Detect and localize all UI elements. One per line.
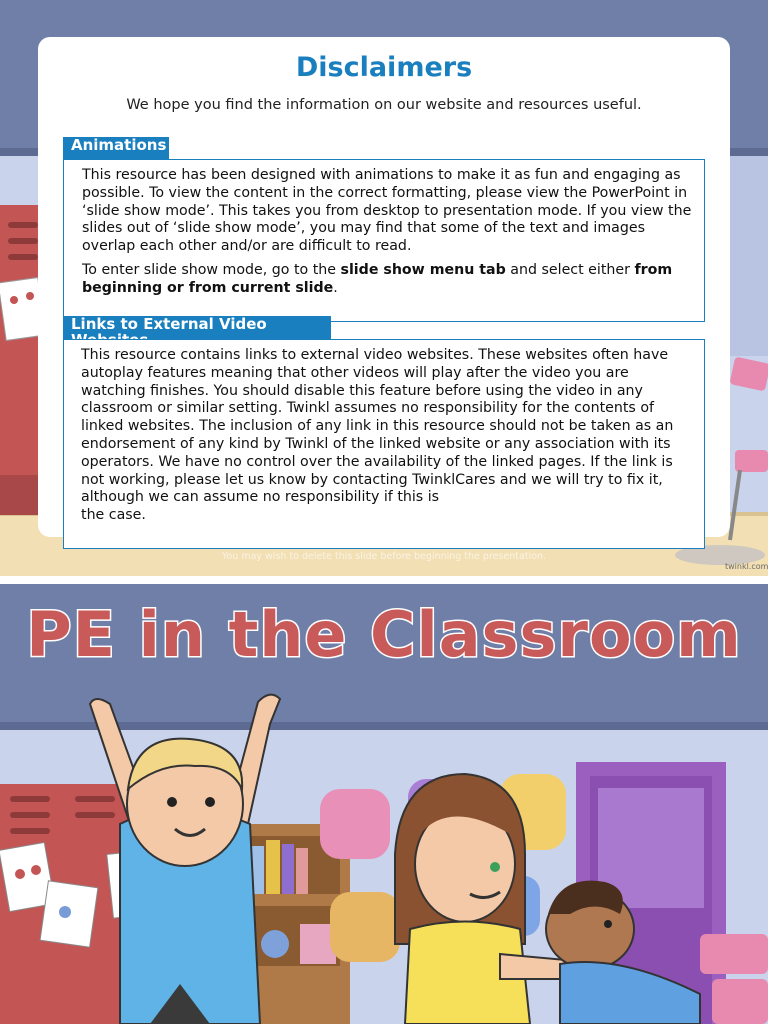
slide-divider xyxy=(0,576,768,584)
links-paragraph: This resource contains links to external video websites. These websites often have autoplay features meaning that other videos will play after the video you are watching finishes. You should disable this feature before using the video in any classroom or similar setting. Twinkl assumes no responsibility for the contents of linked websites. The inclusion of any link in this resource should not be taken as an endorsement of any kind by Twinkl of the linked website or any association with its operators. We have no control over the availability of the linked pages. If the link is not working, please let us know by contacting TwinklCares and we will try to fix it, although we can assume no responsibility if this is xyxy=(81,347,674,506)
start-option-label: from beginning or from current slide xyxy=(82,261,673,296)
animations-box xyxy=(63,159,705,322)
instructions-text-start: To enter slide show mode, go to the xyxy=(82,261,341,278)
title-slide xyxy=(0,584,768,1024)
animations-heading: Animations xyxy=(71,136,167,154)
brand-mark: twinkl.com xyxy=(725,562,768,571)
intro-text: We hope you find the information on our website and resources useful. xyxy=(126,97,642,113)
slideshow-instructions xyxy=(82,262,694,298)
animations-heading-tab xyxy=(63,137,169,160)
animations-paragraph: This resource has been designed with animations to make it as fun and engaging as possible. To view the content in the correct formatting, please view the PowerPoint in ‘slide show mode’. This takes you from desktop to presentation mode. If you view the slides out of ‘slide show mode’, you may find that some of the text and images overlap each other and/or are difficult to read. xyxy=(82,167,692,255)
links-heading: Links to External Video xyxy=(71,315,267,333)
links-box xyxy=(63,339,705,549)
slideshow-tab-label: slide show menu tab xyxy=(340,261,506,278)
instructions-text-mid: and select either xyxy=(505,261,635,278)
links-paragraph-end: the case. xyxy=(81,507,146,524)
delete-slide-note: You may wish to delete this slide before beginning the presentation. xyxy=(221,551,547,562)
page-title: Disclaimers xyxy=(295,52,473,83)
links-heading-tab xyxy=(63,316,331,339)
instructions-text-end: . xyxy=(333,279,338,296)
presentation-title: PE in the Classroom xyxy=(26,598,742,671)
